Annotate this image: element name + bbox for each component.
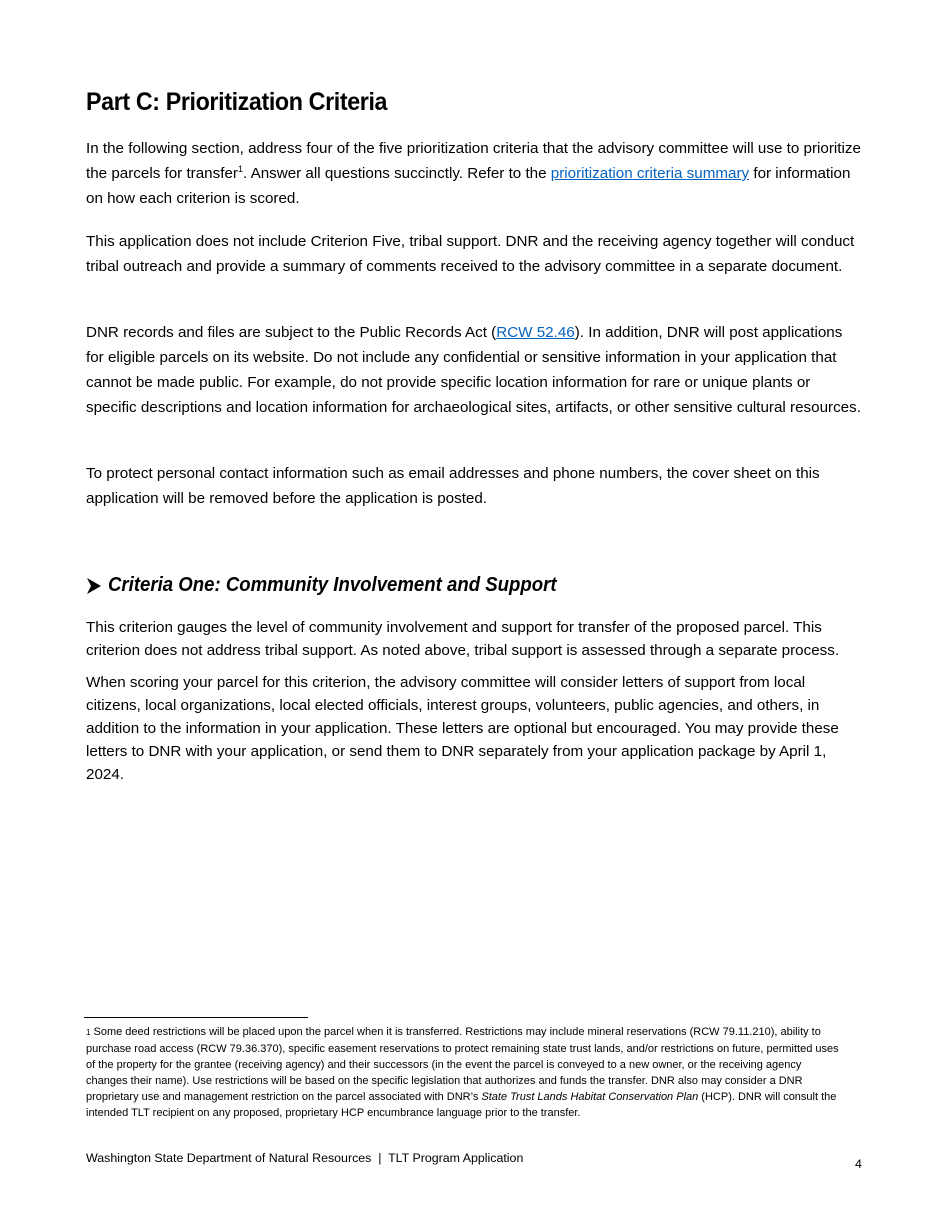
intro-paragraph-4: To protect personal contact information such as email addresses and phone numbers, the cover sheet on this application will be removed before the application is posted.: [86, 465, 820, 507]
footnote-text-b: (HCP). DNR will consult the intended TLT recipient on any proposed, proprietary HCP encumbrance language prior to the transfer.: [86, 1091, 837, 1119]
footnote-1: [86, 1024, 846, 1121]
footnote-text-a: Some deed restrictions will be placed upon the parcel when it is transferred. Restrictions may include mineral reservations (RCW 79.11.210), ability to purchase road access (RCW 79.36.370), specific easement reservations to protect remaining state trust lands, and/or restrictions on future, permitted uses of the property for the grantee (receiving agency) and their successors (in the event the parcel is conveyed to a new owner, or the receiving agency changes their name). Use restrictions will be based on the specific legislation that authorizes and funds the transfer. DNR also may consider a DNR proprietary use and management restriction on the parcel associated with DNR’s: [86, 1026, 839, 1103]
intro-paragraph-2: This application does not include Criterion Five, tribal support. DNR and the receiving agency together will conduct tribal outreach and provide a summary of comments received to the advisory committee in a separate document.: [86, 233, 855, 275]
intro-paragraph-1: [86, 136, 862, 211]
rcw-52-46-link[interactable]: RCW 52.46: [496, 324, 575, 341]
criteria-one-heading: [86, 574, 590, 597]
page-number: 4: [855, 1157, 862, 1171]
intro-p1-text: In the following section, address four of the five prioritization criteria that the advisory committee will use to prioritize the parcels for transfer: [86, 140, 861, 182]
criteria-one-paragraph-2: When scoring your parcel for this criterion, the advisory committee will consider letters of support from local citizens, local organizations, local elected officials, interest groups, volunteers, public agencies, and others, in addition to the information in your application. These letters are optional but encouraged. You may provide these letters to DNR with your application, or send them to DNR separately from your application package by April 1, 2024.: [86, 674, 839, 783]
footnote-number: 1: [86, 1028, 91, 1037]
arrowhead-bullet-icon: [86, 577, 102, 595]
footnote-italic-title: State Trust Lands Habitat Conservation Plan: [481, 1091, 699, 1103]
criteria-one-paragraph-1: This criterion gauges the level of community involvement and support for transfer of the proposed parcel. This criterion does not address tribal support. As noted above, tribal support is assessed through a separate process.: [86, 619, 840, 659]
intro-p3-before: DNR records and files are subject to the Public Records Act (: [86, 324, 497, 341]
footnote-separator: [84, 1017, 308, 1018]
page-footer: Washington State Department of Natural Resources | TLT Program Application: [86, 1151, 524, 1165]
criteria-one-heading-text: Criteria One: Community Involvement and Support: [108, 574, 557, 596]
intro-p1-mid: . Answer all questions succinctly. Refer to the: [242, 165, 551, 182]
intro-p1-after: for information on how each criterion is scored.: [86, 165, 851, 207]
page-title: Part C: Prioritization Criteria: [86, 88, 388, 116]
prioritization-criteria-summary-link[interactable]: prioritization criteria summary: [550, 165, 750, 182]
footnote-reference[interactable]: 1: [237, 163, 243, 174]
intro-paragraph-3: [86, 320, 862, 420]
intro-p3-after: ). In addition, DNR will post applications for eligible parcels on its website. Do not include any confidential or sensitive information in your application that cannot be made public. For example, do not provide specific location information for rare or unique plants or specific descriptions and location information for archaeological sites, artifacts, or other sensitive cultural resources.: [86, 324, 861, 416]
